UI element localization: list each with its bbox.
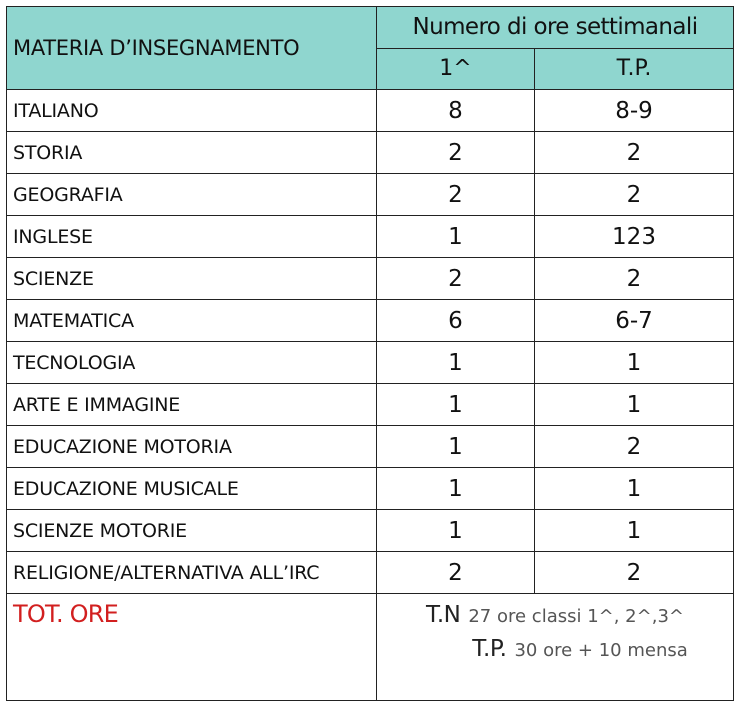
subject-cell: ITALIANO: [7, 90, 377, 132]
tempo-pieno-hours-cell: 2: [535, 426, 734, 468]
table-row: [7, 552, 734, 594]
table-row: [7, 300, 734, 342]
tempo-pieno-hours-cell: 1: [535, 510, 734, 552]
tp-label: T.P.: [472, 636, 507, 662]
subject-cell: MATEMATICA: [7, 300, 377, 342]
subject-cell: EDUCAZIONE MOTORIA: [7, 426, 377, 468]
tempo-normale-line: [377, 602, 733, 628]
subject-cell: SCIENZE: [7, 258, 377, 300]
tempo-pieno-hours-cell: 2: [535, 132, 734, 174]
tempo-pieno-hours-cell: 1: [535, 342, 734, 384]
first-class-hours-cell: 2: [377, 552, 535, 594]
table-row: [7, 174, 734, 216]
total-label: TOT. ORE: [7, 594, 377, 701]
first-class-hours-cell: 1: [377, 426, 535, 468]
total-info: [377, 594, 734, 701]
table-row: [7, 90, 734, 132]
first-class-hours-cell: 1: [377, 216, 535, 258]
table-row: [7, 426, 734, 468]
table-row: [7, 342, 734, 384]
subject-cell: SCIENZE MOTORIE: [7, 510, 377, 552]
tp-text: 30 ore + 10 mensa: [514, 640, 688, 661]
table-row: [7, 258, 734, 300]
tempo-pieno-line: [377, 636, 733, 662]
tempo-pieno-hours-cell: 1: [535, 468, 734, 510]
tempo-pieno-hours-cell: 2: [535, 552, 734, 594]
tn-text: 27 ore classi 1^, 2^,3^: [468, 606, 684, 627]
subject-cell: INGLESE: [7, 216, 377, 258]
tempo-pieno-hours-cell: 2: [535, 174, 734, 216]
tempo-pieno-hours-cell: 1: [535, 384, 734, 426]
first-class-hours-cell: 6: [377, 300, 535, 342]
subject-cell: TECNOLOGIA: [7, 342, 377, 384]
tempo-pieno-hours-cell: 2: [535, 258, 734, 300]
first-class-hours-cell: 1: [377, 468, 535, 510]
tempo-pieno-hours-cell: 6-7: [535, 300, 734, 342]
first-class-hours-cell: 2: [377, 174, 535, 216]
first-class-hours-cell: 2: [377, 132, 535, 174]
subject-cell: GEOGRAFIA: [7, 174, 377, 216]
table-row: [7, 384, 734, 426]
table-row: [7, 510, 734, 552]
table-row: [7, 468, 734, 510]
first-class-hours-cell: 2: [377, 258, 535, 300]
first-class-hours-cell: 1: [377, 342, 535, 384]
tempo-pieno-hours-cell: 123: [535, 216, 734, 258]
hours-column-header: Numero di ore settimanali: [377, 7, 734, 49]
first-class-hours-cell: 1: [377, 384, 535, 426]
first-class-hours-cell: 8: [377, 90, 535, 132]
tn-label: T.N: [426, 602, 461, 628]
tempo-pieno-hours-cell: 8-9: [535, 90, 734, 132]
first-class-header: 1^: [377, 48, 535, 90]
table-row: [7, 132, 734, 174]
subject-cell: EDUCAZIONE MUSICALE: [7, 468, 377, 510]
total-row: [7, 594, 734, 701]
subject-cell: RELIGIONE/ALTERNATIVA ALL’IRC: [7, 552, 377, 594]
table-row: [7, 216, 734, 258]
header-row: [7, 7, 734, 49]
tempo-pieno-header: T.P.: [535, 48, 734, 90]
subject-column-header: MATERIA D’INSEGNAMENTO: [7, 7, 377, 90]
timetable-wrapper: [6, 6, 734, 701]
subject-cell: ARTE E IMMAGINE: [7, 384, 377, 426]
first-class-hours-cell: 1: [377, 510, 535, 552]
hours-table: [6, 6, 734, 701]
subject-cell: STORIA: [7, 132, 377, 174]
